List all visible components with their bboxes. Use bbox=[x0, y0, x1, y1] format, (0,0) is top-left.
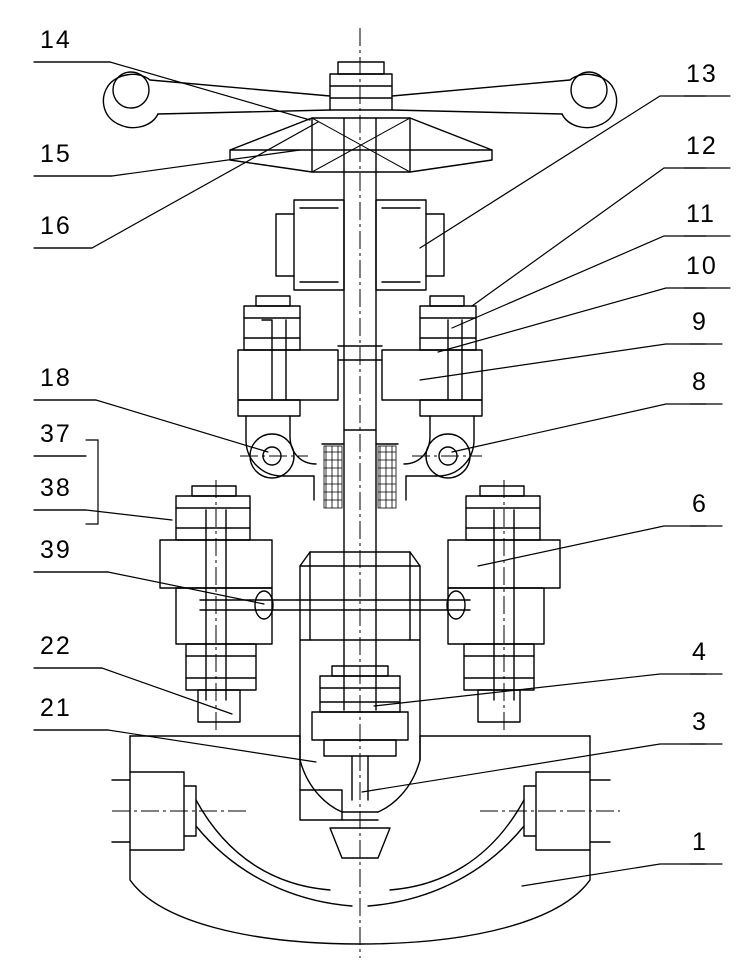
callout-18: 18 bbox=[40, 364, 72, 392]
callout-10: 10 bbox=[686, 252, 718, 280]
callout-8: 8 bbox=[692, 368, 708, 396]
leader-lines-right bbox=[362, 96, 706, 886]
callout-14: 14 bbox=[40, 26, 72, 54]
callout-37: 37 bbox=[40, 420, 72, 448]
callout-39: 39 bbox=[40, 536, 72, 564]
callout-9: 9 bbox=[692, 308, 708, 336]
callout-labels-left bbox=[34, 26, 112, 730]
callout-4: 4 bbox=[692, 638, 708, 666]
callout-15: 15 bbox=[40, 140, 72, 168]
callout-21: 21 bbox=[40, 694, 72, 722]
callout-3: 3 bbox=[692, 708, 708, 736]
valve-body bbox=[112, 736, 620, 944]
callout-6: 6 bbox=[692, 490, 708, 518]
callout-1: 1 bbox=[692, 828, 708, 856]
callout-22: 22 bbox=[40, 632, 72, 660]
callout-38: 38 bbox=[40, 474, 72, 502]
callout-13: 13 bbox=[686, 60, 718, 88]
callout-labels-right bbox=[684, 60, 730, 864]
callout-16: 16 bbox=[40, 212, 72, 240]
callout-11: 11 bbox=[686, 200, 716, 228]
callout-12: 12 bbox=[686, 132, 718, 160]
